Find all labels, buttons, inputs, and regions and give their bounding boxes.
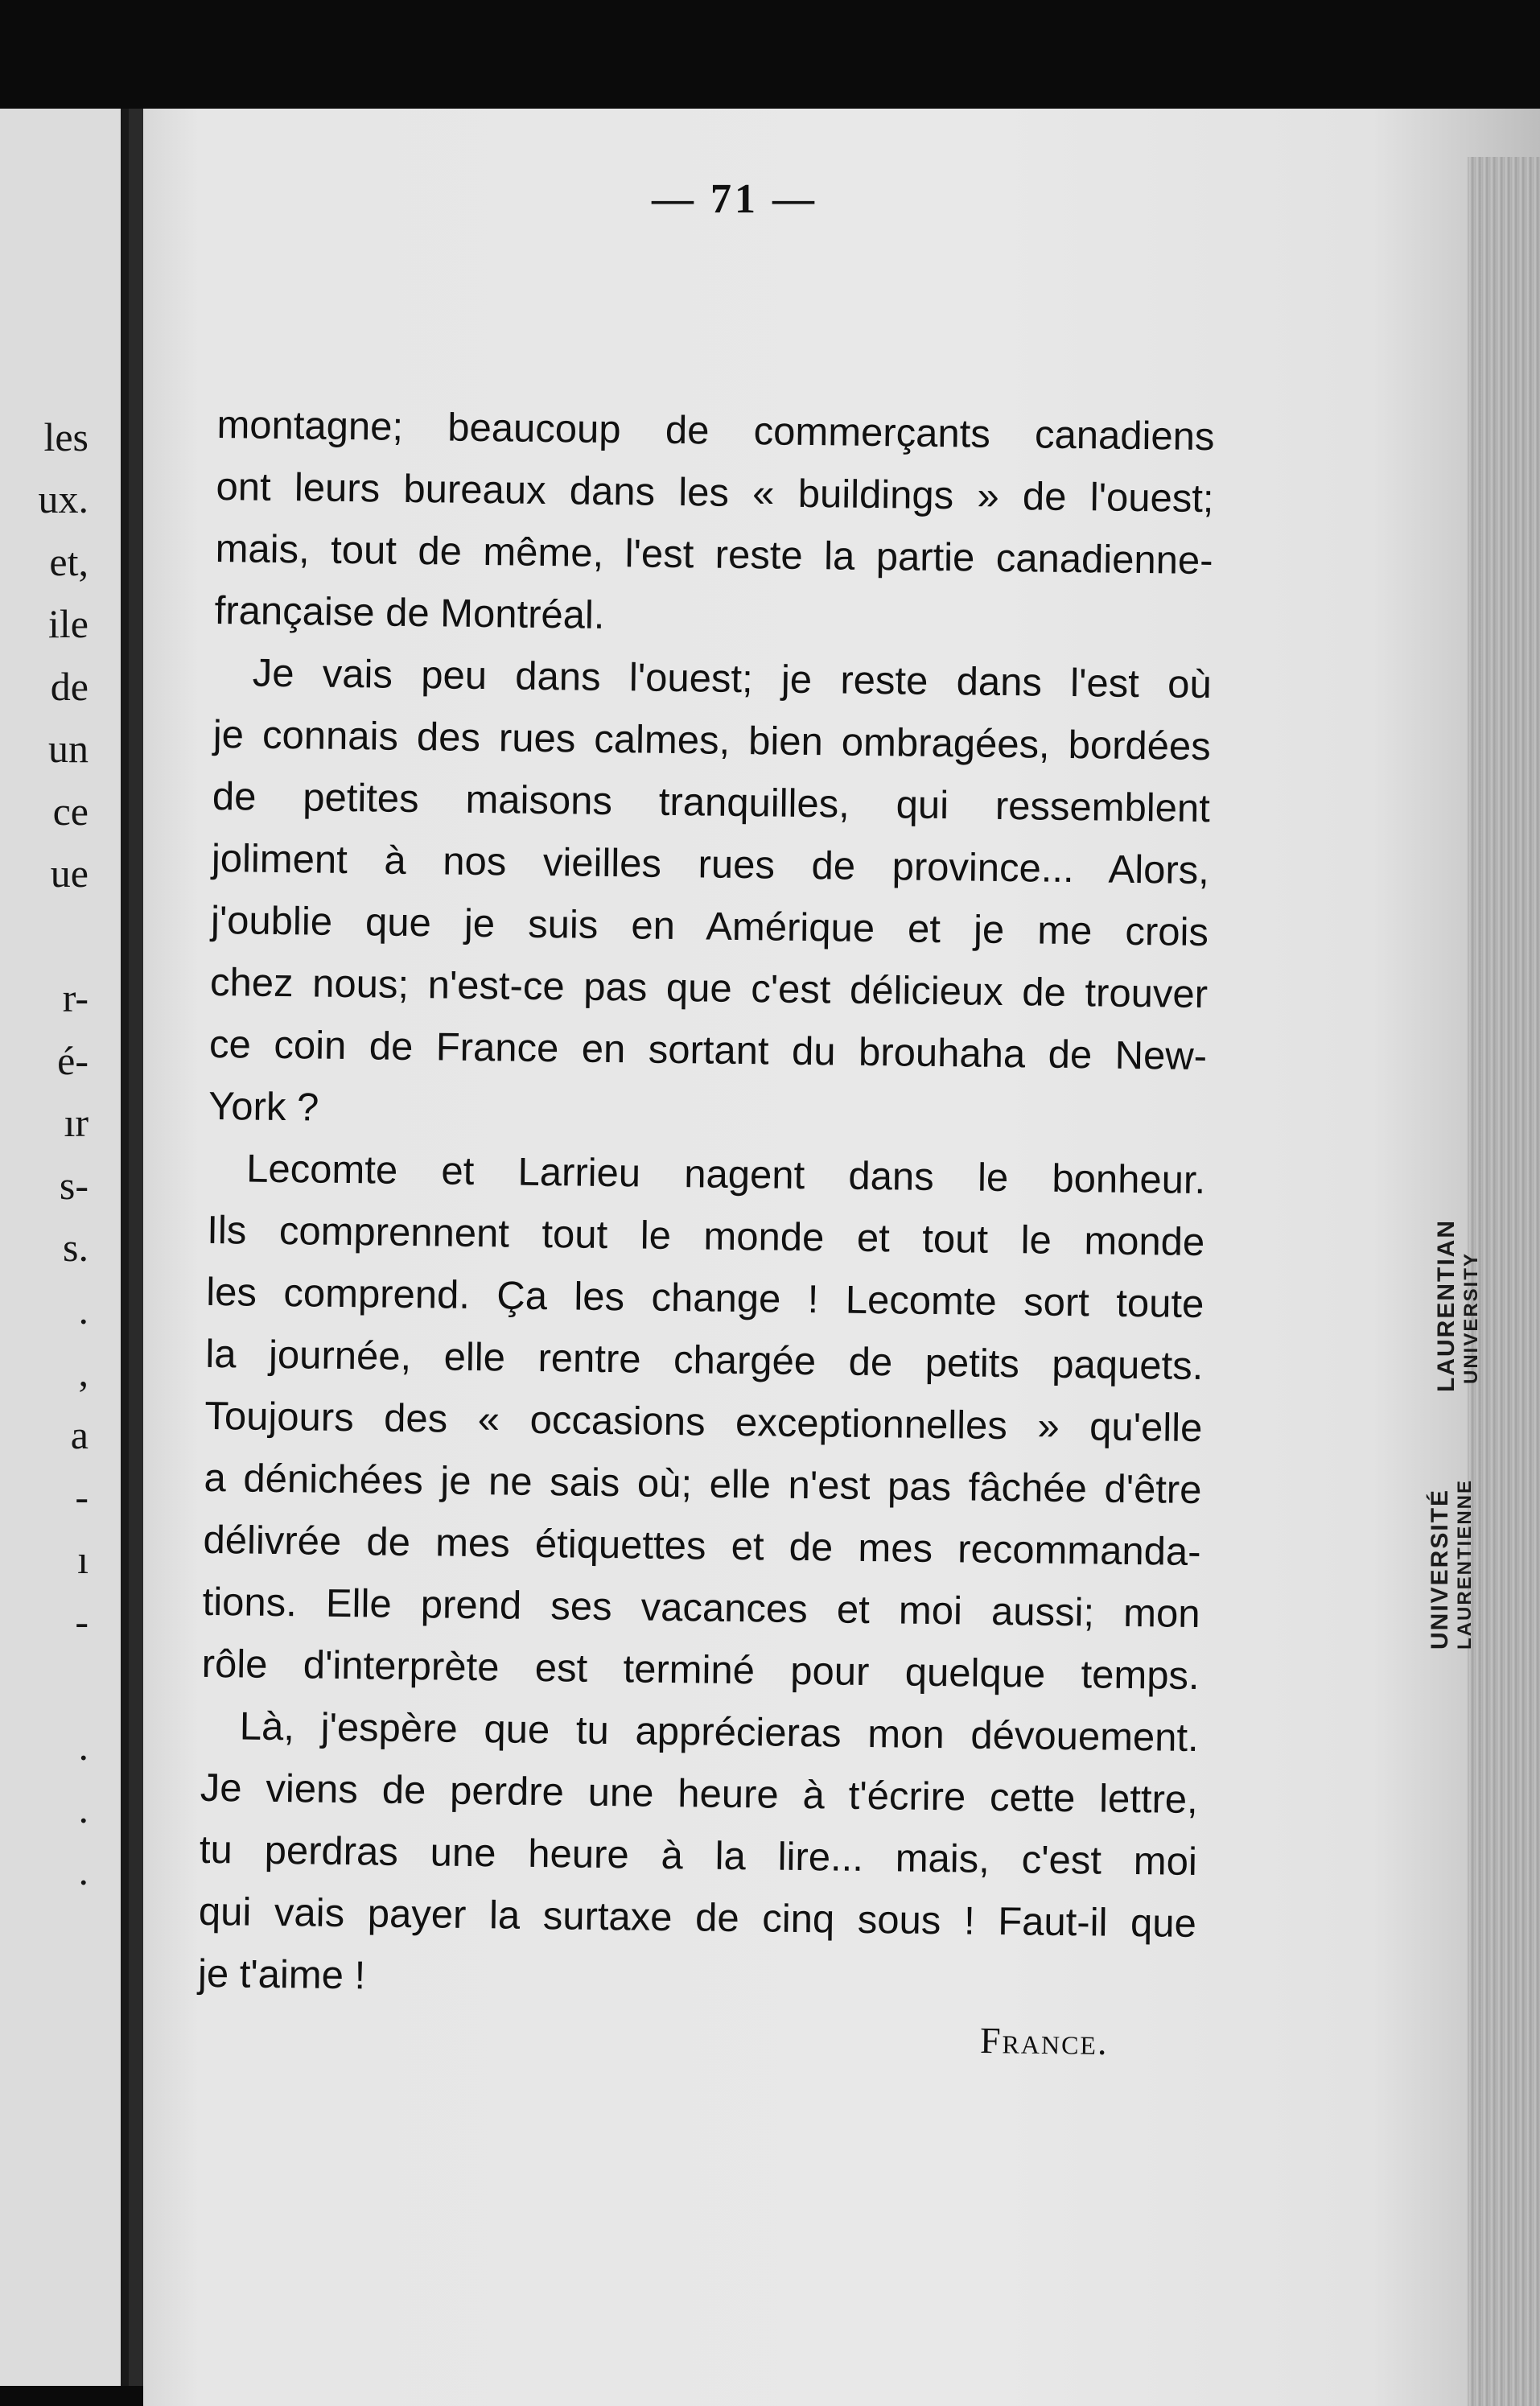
text-line: Ils comprennent tout le monde et tout le monde — [206, 1208, 1205, 1265]
text-line: tu perdras une heure à la lire... mais, c'est moi — [199, 1827, 1198, 1885]
left-page-fragment: ır — [64, 1100, 89, 1145]
text-line: je t'aime ! — [197, 1951, 366, 1998]
text-line: joliment à nos vieilles rues de province... Alors, — [211, 836, 1210, 893]
text-line: a dénichées je ne sais où; elle n'est pas fâchée d'être — [204, 1456, 1202, 1513]
text-line: Je viens de perdre une heure à t'écrire cette lettre, — [200, 1765, 1199, 1823]
library-stamp — [1428, 1054, 1501, 1650]
stamp-line-laurentienne: LAURENTIENNE — [1454, 1478, 1476, 1650]
left-page-fragment: , — [78, 1349, 89, 1395]
text-line: française de Montréal. — [214, 588, 605, 637]
text-line: j'oublie que je suis en Amérique et je me crois — [210, 898, 1209, 955]
left-page-fragment: - — [75, 1599, 89, 1644]
left-page-fragment: s. — [63, 1225, 89, 1270]
text-line: ont leurs bureaux dans les « buildings » de l'ouest; — [216, 464, 1214, 521]
text-line: tions. Elle prend ses vacances et moi aussi; mon — [202, 1580, 1200, 1637]
left-page-fragment: r- — [62, 975, 89, 1020]
text-line: les comprend. Ça les change ! Lecomte sort toute — [206, 1270, 1204, 1327]
left-page — [0, 109, 129, 2386]
book-gutter — [129, 109, 143, 2386]
left-page-fragment: a — [70, 1412, 89, 1457]
letter-body — [198, 394, 1215, 2017]
left-page-fragment: . — [78, 1786, 89, 1831]
text-line: ce coin de France en sortant du brouhaha de New- — [208, 1022, 1208, 1079]
text-line: délivrée de mes étiquettes et de mes recommanda- — [203, 1518, 1201, 1575]
page-number: — 71 — — [652, 176, 817, 222]
text-line: Je vais peu dans l'ouest; je reste dans l'est où — [252, 651, 1213, 707]
signature: France. — [979, 2020, 1109, 2062]
left-page-fragment: ile — [48, 601, 89, 646]
text-line: montagne; beaucoup de commerçants canadiens — [216, 402, 1215, 459]
left-page-fragment: ux. — [38, 476, 89, 521]
left-page-fragment: é- — [57, 1038, 89, 1083]
text-line: York ? — [208, 1084, 319, 1130]
text-line: Lecomte et Larrieu nagent dans le bonheur. — [245, 1147, 1206, 1203]
text-line: mais, tout de même, l'est reste la partie canadienne- — [215, 526, 1213, 583]
left-page-fragment: . — [78, 1724, 89, 1769]
text-line: la journée, elle rentre chargée de petits paquets. — [205, 1332, 1204, 1389]
text-line: rôle d'interprète est terminé pour quelque temps. — [201, 1642, 1200, 1699]
left-page-fragment: ce — [52, 789, 89, 834]
stamp-line-universite: UNIVERSITÉ — [1427, 1488, 1453, 1650]
left-page-fragment: . — [78, 1287, 89, 1333]
text-line: qui vais payer la surtaxe de cinq sous ! Faut-il que — [198, 1889, 1197, 1947]
text-line: Là, j'espère que tu apprécieras mon dévouement. — [239, 1704, 1200, 1761]
left-page-fragment: ı — [77, 1537, 89, 1582]
left-page-fragment: - — [75, 1474, 89, 1519]
text-line: je connais des rues calmes, bien ombragées, bordées — [212, 712, 1212, 769]
left-page-fragment: ue — [50, 851, 89, 896]
left-page-fragment: s- — [59, 1163, 89, 1208]
left-page-fragment: . — [78, 1848, 89, 1893]
left-page-fragment: et, — [49, 539, 89, 584]
left-page-fragment: de — [50, 664, 89, 709]
left-page-fragment: les — [43, 414, 89, 459]
text-line: Toujours des « occasions exceptionnelles » qu'elle — [204, 1394, 1203, 1451]
stamp-line-laurentian: LAURENTIAN — [1433, 1219, 1460, 1392]
text-line: de petites maisons tranquilles, qui ressemblent — [212, 774, 1211, 831]
stamp-line-university: UNIVERSITY — [1460, 1251, 1482, 1384]
text-line: chez nous; n'est-ce pas que c'est délicieux de trouver — [209, 960, 1209, 1017]
left-page-fragment: un — [48, 726, 89, 771]
